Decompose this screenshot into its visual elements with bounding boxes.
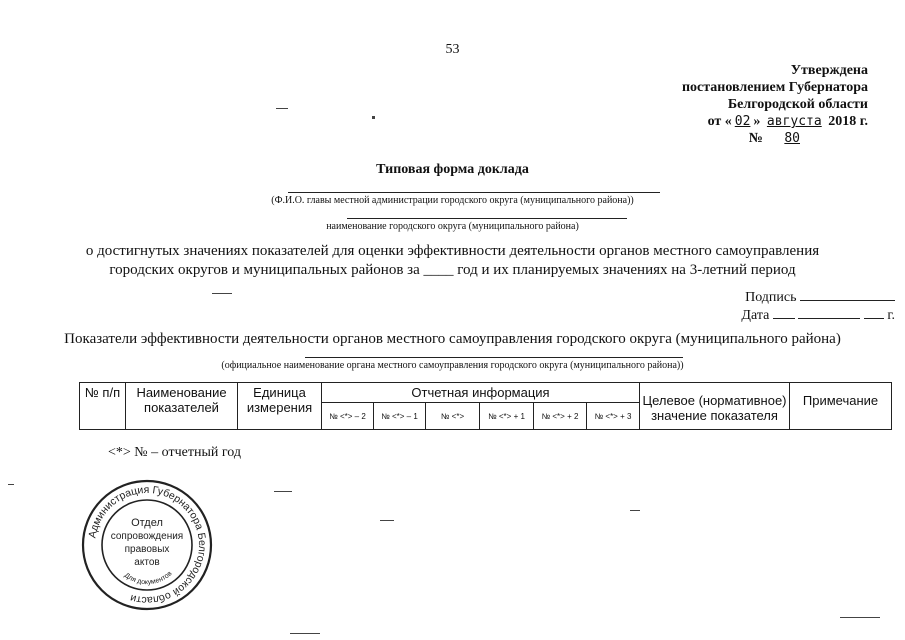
office-stamp — [80, 478, 214, 612]
page-number: 53 — [445, 42, 460, 57]
scan-speck — [8, 484, 14, 485]
body-name-line — [305, 357, 683, 358]
stamp-center-line-3: правовых — [124, 544, 170, 555]
date-day: 02 — [734, 114, 751, 129]
approval-line-1: Утверждена — [790, 63, 868, 78]
report-line-2: городских округов и муниципальных районов за ____ год и их планируемых значениях на 3-летний период — [109, 262, 796, 278]
col-report-header: Отчетная информация — [322, 383, 640, 403]
date-sep: » — [753, 114, 761, 129]
signature-blank — [800, 288, 895, 301]
stamp-center-line-4: актов — [134, 557, 160, 568]
sub-col-header: № <*> — [426, 403, 480, 430]
footnote: <*> № – отчетный год — [108, 445, 241, 460]
sub-col-header: № <*> + 2 — [534, 403, 587, 430]
sub-col-header: № <*> – 2 — [322, 403, 374, 430]
approval-number — [682, 130, 868, 147]
scan-speck — [276, 108, 288, 109]
date-label: Дата — [741, 308, 770, 323]
sub-col-header: № <*> + 1 — [480, 403, 534, 430]
date-row — [741, 306, 895, 324]
date-year: 2018 г. — [828, 114, 868, 129]
stamp-center-line-1: Отдел — [131, 517, 163, 529]
body-caption: (официальное наименование органа местного самоуправления городского округа (муниципального района)) — [221, 360, 684, 371]
indicators-title: Показатели эффективности деятельности органов местного самоуправления городского округа (муниципального района) — [64, 331, 841, 347]
scan-speck — [372, 116, 375, 119]
indicators-table — [79, 382, 892, 430]
number-value: 80 — [784, 131, 800, 146]
col-name-header: Наименование показателей — [126, 383, 238, 430]
form-title: Типовая форма доклада — [376, 162, 529, 177]
date-month: августа — [766, 114, 822, 129]
head-name-line — [288, 192, 660, 193]
date-blank-day — [773, 306, 795, 319]
stamp-center-line-2: сопровождения — [110, 531, 184, 542]
stamp-svg — [80, 478, 214, 612]
number-label: № — [748, 131, 763, 146]
district-name-line — [347, 218, 627, 219]
approval-line-3: Белгородской области — [727, 97, 868, 112]
head-caption: (Ф.И.О. главы местной администрации городского округа (муниципального района)) — [271, 195, 634, 206]
approval-date — [682, 113, 868, 130]
date-blank-year — [864, 306, 884, 319]
scan-speck — [380, 520, 394, 521]
col-num-header: № п/п — [80, 383, 126, 430]
sub-col-header: № <*> + 3 — [587, 403, 640, 430]
signature-row — [745, 288, 895, 306]
sub-col-header: № <*> – 1 — [374, 403, 426, 430]
stamp-bottom-text: Для документов — [122, 570, 174, 587]
stamp-ring-text: Администрация Губернатора Белгородской области — [86, 483, 209, 607]
date-blank-month — [798, 306, 860, 319]
scan-speck — [290, 633, 320, 634]
report-line-1: о достигнутых значениях показателей для оценки эффективности деятельности органов местного самоуправления — [85, 243, 820, 259]
col-target-header: Целевое (нормативное) значение показателя — [640, 383, 790, 430]
scan-speck — [630, 510, 640, 511]
date-year-suffix: г. — [887, 308, 895, 323]
signature-label: Подпись — [745, 290, 797, 305]
approval-line-2: постановлением Губернатора — [681, 80, 868, 95]
district-caption: наименование городского округа (муниципального района) — [326, 221, 579, 232]
scan-speck — [274, 491, 292, 492]
col-note-header: Примечание — [790, 383, 892, 430]
col-unit-header: Единица измерения — [238, 383, 322, 430]
scan-speck — [212, 293, 232, 294]
date-prefix: от « — [707, 114, 732, 129]
scan-speck — [840, 617, 880, 618]
approval-block — [682, 62, 868, 147]
